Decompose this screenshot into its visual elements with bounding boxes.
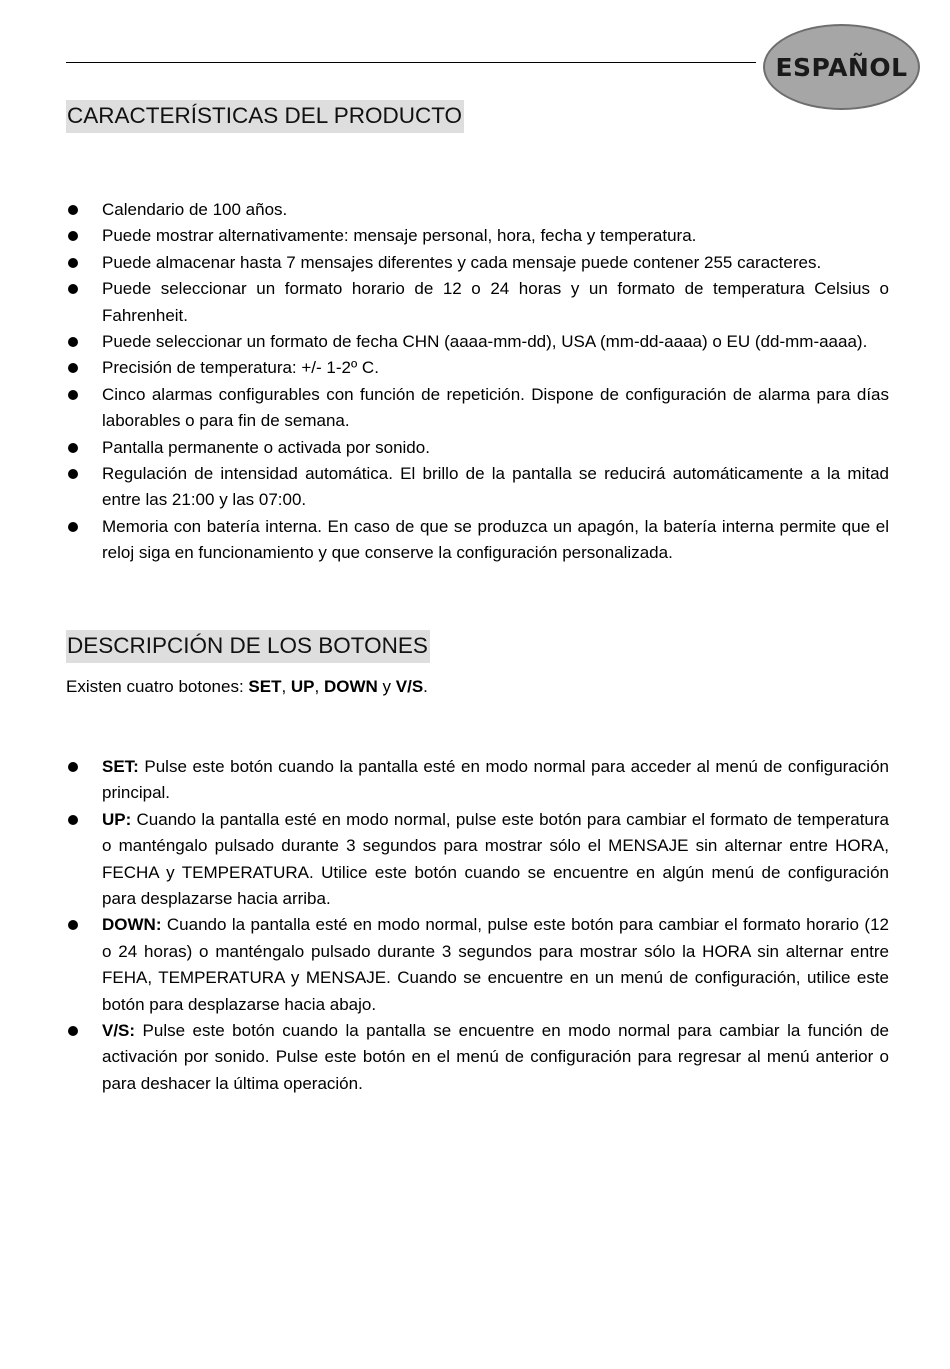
intro-vs: V/S (395, 677, 424, 696)
button-term: UP: (102, 809, 132, 829)
bullet-icon (68, 443, 78, 453)
list-item-text: Calendario de 100 años. (102, 200, 288, 219)
intro-down: DOWN (323, 677, 378, 696)
list-item-text: Puede seleccionar un formato horario de 12 o 24 horas y un formato de temperatura Celsius o Fahrenheit. (102, 279, 889, 325)
list-item (66, 197, 889, 223)
buttons-list (66, 754, 889, 1097)
list-item-text: Puede mostrar alternativamente: mensaje personal, hora, fecha y temperatura. (102, 226, 697, 246)
header-rule (66, 62, 756, 63)
list-item (66, 223, 889, 249)
intro-suffix: . (423, 677, 428, 696)
list-item-text: Cinco alarmas configurables con función de repetición. Dispone de configuración de alarma para días laborables o para fin de semana. (102, 384, 889, 431)
bullet-icon (68, 363, 78, 373)
intro-sep: , (314, 677, 324, 696)
list-item-text: Precisión de temperatura: +/- 1-2º C. (102, 358, 379, 378)
list-item-text: Pantalla permanente o activada por sonido. (102, 437, 430, 457)
list-item-text: Memoria con batería interna. En caso de que se produzca un apagón, la batería interna permite que el reloj siga en funcionamiento y que conserve la configuración personalizada. (102, 516, 889, 563)
list-item (66, 329, 889, 355)
bullet-icon (68, 815, 78, 825)
intro-prefix: Existen cuatro botones: (66, 677, 249, 696)
list-item (66, 355, 889, 381)
buttons-heading: DESCRIPCIÓN DE LOS BOTONES (66, 630, 430, 663)
button-term: V/S: (102, 1021, 136, 1041)
button-description: Pulse este botón cuando la pantalla se encuentre en modo normal para cambiar la función de activación por sonido. Pulse este botón en el menú de configuración para regresar al menú anterior o para deshacer la última operación. (102, 1021, 889, 1093)
bullet-icon (68, 390, 78, 400)
language-badge: ESPAÑOL (763, 24, 920, 110)
list-item-text: Puede seleccionar un formato de fecha CHN (aaaa-mm-dd), USA (mm-dd-aaaa) o EU (dd-mm-aaaa). (102, 332, 868, 352)
list-item (66, 382, 889, 435)
list-item (66, 435, 889, 461)
bullet-icon (68, 258, 78, 268)
bullet-icon (68, 231, 78, 241)
buttons-intro (66, 674, 428, 700)
list-item (66, 754, 889, 807)
button-description: Cuando la pantalla esté en modo normal, pulse este botón para cambiar el formato horario (12 o 24 horas) o manténgalo pulsado durante 3 segundos para mostrar sólo la HORA sin alternar entre FEHA, TEMPERATURA y MENSAJE. Cuando se encuentre en un menú de configuración, utilice este botón para desplazarse hacia abajo. (102, 915, 889, 1014)
list-item (66, 276, 889, 329)
list-item (66, 514, 889, 567)
list-item (66, 807, 889, 913)
bullet-icon (68, 1026, 78, 1036)
bullet-icon (68, 762, 78, 772)
list-item (66, 250, 889, 276)
intro-set: SET (248, 677, 282, 696)
bullet-icon (68, 469, 78, 479)
list-item-text: Puede almacenar hasta 7 mensajes diferentes y cada mensaje puede contener 255 caracteres. (102, 252, 822, 272)
bullet-icon (68, 284, 78, 294)
bullet-icon (68, 337, 78, 347)
intro-sep: y (377, 677, 396, 696)
list-item-text: Regulación de intensidad automática. El brillo de la pantalla se reducirá automáticamente a la mitad entre las 21:00 y las 07:00. (102, 464, 889, 510)
intro-up: UP (290, 677, 315, 696)
features-heading: CARACTERÍSTICAS DEL PRODUCTO (66, 100, 464, 133)
button-term: SET: (102, 757, 139, 776)
button-term: DOWN: (102, 915, 162, 935)
list-item (66, 912, 889, 1018)
intro-sep: , (281, 677, 291, 696)
list-item (66, 461, 889, 514)
button-description: Pulse este botón cuando la pantalla esté en modo normal para acceder al menú de configuración principal. (102, 757, 889, 803)
button-description: Cuando la pantalla esté en modo normal, pulse este botón para cambiar el formato de temperatura o manténgalo pulsado durante 3 segundos para mostrar sólo el MENSAJE sin alternar entre HORA, FECHA y TEMPERATURA. Utilice este botón cuando se encuentre en algún menú de configuración para desplazarse hacia arriba. (102, 809, 889, 909)
features-list (66, 197, 889, 567)
bullet-icon (68, 205, 78, 215)
list-item (66, 1018, 889, 1097)
bullet-icon (68, 920, 78, 930)
bullet-icon (68, 522, 78, 532)
